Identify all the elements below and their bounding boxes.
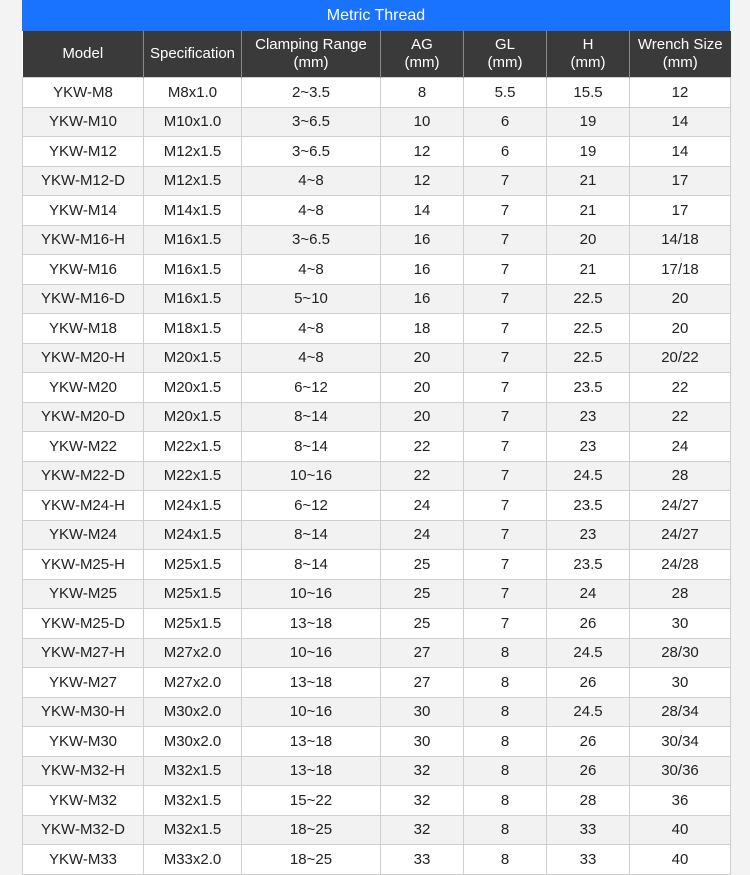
cell-wrench-size: 28 <box>630 579 731 609</box>
cell-wrench-size: 30/36 <box>630 756 731 786</box>
cell-specification: M16x1.5 <box>144 225 242 255</box>
cell-gl: 5.5 <box>464 78 547 108</box>
table-row <box>23 550 731 580</box>
cell-specification: M16x1.5 <box>144 284 242 314</box>
cell-model: YKW-M16-H <box>23 225 144 255</box>
cell-clamping-range: 4~8 <box>242 166 381 196</box>
cell-gl: 8 <box>464 756 547 786</box>
cell-wrench-size: 22 <box>630 402 731 432</box>
cell-gl: 7 <box>464 166 547 196</box>
cell-wrench-size: 17 <box>630 166 731 196</box>
cell-clamping-range: 4~8 <box>242 343 381 373</box>
cell-model: YKW-M12 <box>23 137 144 167</box>
table-body <box>23 78 731 875</box>
cell-model: YKW-M22-D <box>23 461 144 491</box>
cell-h: 22.5 <box>547 284 630 314</box>
cell-clamping-range: 8~14 <box>242 550 381 580</box>
cell-model: YKW-M16 <box>23 255 144 285</box>
cell-ag: 22 <box>381 432 464 462</box>
cell-clamping-range: 10~16 <box>242 461 381 491</box>
cell-model: YKW-M10 <box>23 107 144 137</box>
cell-model: YKW-M16-D <box>23 284 144 314</box>
cell-model: YKW-M25 <box>23 579 144 609</box>
table-row <box>23 284 731 314</box>
cell-h: 21 <box>547 255 630 285</box>
cell-model: YKW-M20-H <box>23 343 144 373</box>
cell-ag: 30 <box>381 727 464 757</box>
header-gl: GL (mm) <box>464 31 547 78</box>
cell-clamping-range: 8~14 <box>242 520 381 550</box>
cell-h: 33 <box>547 845 630 875</box>
table-row <box>23 461 731 491</box>
cell-ag: 20 <box>381 343 464 373</box>
cell-ag: 32 <box>381 815 464 845</box>
cell-gl: 7 <box>464 225 547 255</box>
cell-specification: M24x1.5 <box>144 520 242 550</box>
table-row <box>23 491 731 521</box>
cell-gl: 7 <box>464 314 547 344</box>
cell-h: 33 <box>547 815 630 845</box>
cell-wrench-size: 24 <box>630 432 731 462</box>
cell-h: 23.5 <box>547 550 630 580</box>
cell-wrench-size: 24/27 <box>630 520 731 550</box>
table-row <box>23 845 731 875</box>
cell-ag: 25 <box>381 609 464 639</box>
cell-model: YKW-M25-H <box>23 550 144 580</box>
cell-gl: 7 <box>464 461 547 491</box>
cell-ag: 20 <box>381 402 464 432</box>
cell-model: YKW-M8 <box>23 78 144 108</box>
cell-gl: 7 <box>464 373 547 403</box>
cell-specification: M18x1.5 <box>144 314 242 344</box>
cell-gl: 6 <box>464 137 547 167</box>
cell-specification: M24x1.5 <box>144 491 242 521</box>
cell-ag: 16 <box>381 284 464 314</box>
table-row <box>23 668 731 698</box>
cell-ag: 30 <box>381 697 464 727</box>
table-row <box>23 786 731 816</box>
cell-gl: 7 <box>464 491 547 521</box>
metric-thread-table <box>22 31 731 875</box>
cell-ag: 16 <box>381 225 464 255</box>
cell-clamping-range: 4~8 <box>242 314 381 344</box>
cell-specification: M8x1.0 <box>144 78 242 108</box>
cell-h: 22.5 <box>547 314 630 344</box>
cell-clamping-range: 10~16 <box>242 579 381 609</box>
header-wrench-size: Wrench Size (mm) <box>630 31 731 78</box>
table-row <box>23 107 731 137</box>
cell-gl: 7 <box>464 520 547 550</box>
cell-model: YKW-M32-D <box>23 815 144 845</box>
cell-specification: M14x1.5 <box>144 196 242 226</box>
cell-specification: M30x2.0 <box>144 727 242 757</box>
table-row <box>23 314 731 344</box>
cell-clamping-range: 4~8 <box>242 196 381 226</box>
cell-model: YKW-M20-D <box>23 402 144 432</box>
cell-wrench-size: 36 <box>630 786 731 816</box>
cell-h: 15.5 <box>547 78 630 108</box>
cell-h: 24.5 <box>547 697 630 727</box>
cell-ag: 10 <box>381 107 464 137</box>
table-row <box>23 78 731 108</box>
spec-table-container <box>22 0 730 875</box>
cell-clamping-range: 13~18 <box>242 609 381 639</box>
cell-ag: 33 <box>381 845 464 875</box>
cell-ag: 25 <box>381 579 464 609</box>
cell-specification: M10x1.0 <box>144 107 242 137</box>
cell-gl: 8 <box>464 697 547 727</box>
cell-specification: M20x1.5 <box>144 373 242 403</box>
cell-clamping-range: 6~12 <box>242 373 381 403</box>
cell-clamping-range: 13~18 <box>242 727 381 757</box>
cell-wrench-size: 30/34 <box>630 727 731 757</box>
cell-clamping-range: 5~10 <box>242 284 381 314</box>
cell-gl: 7 <box>464 609 547 639</box>
table-row <box>23 432 731 462</box>
table-row <box>23 373 731 403</box>
cell-model: YKW-M22 <box>23 432 144 462</box>
cell-wrench-size: 20 <box>630 314 731 344</box>
table-row <box>23 343 731 373</box>
cell-specification: M32x1.5 <box>144 815 242 845</box>
cell-gl: 7 <box>464 402 547 432</box>
header-model: Model <box>23 31 144 78</box>
cell-wrench-size: 24/28 <box>630 550 731 580</box>
cell-h: 23.5 <box>547 491 630 521</box>
cell-wrench-size: 28/34 <box>630 697 731 727</box>
cell-model: YKW-M30 <box>23 727 144 757</box>
table-row <box>23 815 731 845</box>
table-row <box>23 520 731 550</box>
cell-clamping-range: 13~18 <box>242 668 381 698</box>
header-row <box>23 31 731 78</box>
cell-clamping-range: 4~8 <box>242 255 381 285</box>
cell-gl: 6 <box>464 107 547 137</box>
cell-specification: M32x1.5 <box>144 786 242 816</box>
cell-wrench-size: 12 <box>630 78 731 108</box>
cell-h: 24.5 <box>547 461 630 491</box>
cell-model: YKW-M24-H <box>23 491 144 521</box>
table-row <box>23 225 731 255</box>
cell-specification: M25x1.5 <box>144 609 242 639</box>
cell-h: 22.5 <box>547 343 630 373</box>
cell-model: YKW-M32-H <box>23 756 144 786</box>
cell-ag: 32 <box>381 786 464 816</box>
cell-specification: M22x1.5 <box>144 432 242 462</box>
cell-gl: 8 <box>464 727 547 757</box>
cell-clamping-range: 18~25 <box>242 815 381 845</box>
cell-wrench-size: 14/18 <box>630 225 731 255</box>
cell-clamping-range: 13~18 <box>242 756 381 786</box>
cell-clamping-range: 3~6.5 <box>242 107 381 137</box>
cell-model: YKW-M14 <box>23 196 144 226</box>
cell-gl: 8 <box>464 668 547 698</box>
cell-model: YKW-M20 <box>23 373 144 403</box>
table-row <box>23 137 731 167</box>
cell-h: 23 <box>547 520 630 550</box>
cell-ag: 25 <box>381 550 464 580</box>
cell-h: 28 <box>547 786 630 816</box>
cell-specification: M25x1.5 <box>144 579 242 609</box>
cell-model: YKW-M25-D <box>23 609 144 639</box>
cell-gl: 7 <box>464 284 547 314</box>
header-ag: AG (mm) <box>381 31 464 78</box>
cell-wrench-size: 24/27 <box>630 491 731 521</box>
cell-model: YKW-M30-H <box>23 697 144 727</box>
cell-ag: 14 <box>381 196 464 226</box>
cell-h: 23 <box>547 432 630 462</box>
cell-model: YKW-M33 <box>23 845 144 875</box>
cell-specification: M20x1.5 <box>144 402 242 432</box>
cell-wrench-size: 17/18 <box>630 255 731 285</box>
cell-h: 20 <box>547 225 630 255</box>
cell-wrench-size: 22 <box>630 373 731 403</box>
cell-gl: 8 <box>464 786 547 816</box>
cell-specification: M20x1.5 <box>144 343 242 373</box>
cell-wrench-size: 14 <box>630 107 731 137</box>
cell-gl: 7 <box>464 432 547 462</box>
cell-clamping-range: 8~14 <box>242 432 381 462</box>
cell-wrench-size: 17 <box>630 196 731 226</box>
table-row <box>23 727 731 757</box>
cell-ag: 16 <box>381 255 464 285</box>
cell-specification: M12x1.5 <box>144 166 242 196</box>
header-h: H (mm) <box>547 31 630 78</box>
table-row <box>23 255 731 285</box>
cell-gl: 7 <box>464 343 547 373</box>
table-row <box>23 402 731 432</box>
cell-specification: M22x1.5 <box>144 461 242 491</box>
table-row <box>23 579 731 609</box>
cell-wrench-size: 20 <box>630 284 731 314</box>
cell-model: YKW-M27-H <box>23 638 144 668</box>
cell-h: 26 <box>547 727 630 757</box>
cell-specification: M27x2.0 <box>144 668 242 698</box>
cell-clamping-range: 15~22 <box>242 786 381 816</box>
table-row <box>23 638 731 668</box>
cell-ag: 12 <box>381 166 464 196</box>
cell-gl: 8 <box>464 815 547 845</box>
cell-gl: 7 <box>464 196 547 226</box>
table-row <box>23 756 731 786</box>
cell-specification: M33x2.0 <box>144 845 242 875</box>
cell-specification: M27x2.0 <box>144 638 242 668</box>
cell-h: 19 <box>547 107 630 137</box>
cell-model: YKW-M32 <box>23 786 144 816</box>
cell-clamping-range: 3~6.5 <box>242 137 381 167</box>
cell-clamping-range: 18~25 <box>242 845 381 875</box>
cell-wrench-size: 14 <box>630 137 731 167</box>
cell-wrench-size: 30 <box>630 609 731 639</box>
cell-gl: 8 <box>464 845 547 875</box>
table-row <box>23 166 731 196</box>
cell-ag: 18 <box>381 314 464 344</box>
cell-wrench-size: 20/22 <box>630 343 731 373</box>
cell-specification: M12x1.5 <box>144 137 242 167</box>
cell-h: 26 <box>547 668 630 698</box>
cell-h: 21 <box>547 196 630 226</box>
cell-h: 23.5 <box>547 373 630 403</box>
cell-wrench-size: 40 <box>630 845 731 875</box>
cell-clamping-range: 8~14 <box>242 402 381 432</box>
cell-clamping-range: 2~3.5 <box>242 78 381 108</box>
cell-ag: 20 <box>381 373 464 403</box>
cell-clamping-range: 10~16 <box>242 697 381 727</box>
cell-gl: 8 <box>464 638 547 668</box>
cell-clamping-range: 10~16 <box>242 638 381 668</box>
table-row <box>23 609 731 639</box>
cell-gl: 7 <box>464 550 547 580</box>
table-title: Metric Thread <box>22 0 730 31</box>
cell-ag: 12 <box>381 137 464 167</box>
cell-ag: 27 <box>381 638 464 668</box>
cell-gl: 7 <box>464 579 547 609</box>
cell-h: 26 <box>547 756 630 786</box>
table-row <box>23 196 731 226</box>
cell-clamping-range: 6~12 <box>242 491 381 521</box>
cell-model: YKW-M18 <box>23 314 144 344</box>
cell-h: 21 <box>547 166 630 196</box>
cell-model: YKW-M24 <box>23 520 144 550</box>
cell-h: 26 <box>547 609 630 639</box>
cell-specification: M30x2.0 <box>144 697 242 727</box>
cell-clamping-range: 3~6.5 <box>242 225 381 255</box>
cell-model: YKW-M12-D <box>23 166 144 196</box>
cell-h: 24.5 <box>547 638 630 668</box>
cell-wrench-size: 40 <box>630 815 731 845</box>
cell-specification: M16x1.5 <box>144 255 242 285</box>
cell-wrench-size: 30 <box>630 668 731 698</box>
cell-ag: 24 <box>381 520 464 550</box>
cell-specification: M32x1.5 <box>144 756 242 786</box>
cell-specification: M25x1.5 <box>144 550 242 580</box>
table-row <box>23 697 731 727</box>
cell-ag: 24 <box>381 491 464 521</box>
cell-gl: 7 <box>464 255 547 285</box>
cell-wrench-size: 28/30 <box>630 638 731 668</box>
cell-h: 23 <box>547 402 630 432</box>
cell-ag: 27 <box>381 668 464 698</box>
cell-ag: 32 <box>381 756 464 786</box>
cell-ag: 8 <box>381 78 464 108</box>
cell-ag: 22 <box>381 461 464 491</box>
cell-model: YKW-M27 <box>23 668 144 698</box>
header-clamping-range: Clamping Range (mm) <box>242 31 381 78</box>
cell-h: 19 <box>547 137 630 167</box>
header-specification: Specification <box>144 31 242 78</box>
cell-h: 24 <box>547 579 630 609</box>
cell-wrench-size: 28 <box>630 461 731 491</box>
